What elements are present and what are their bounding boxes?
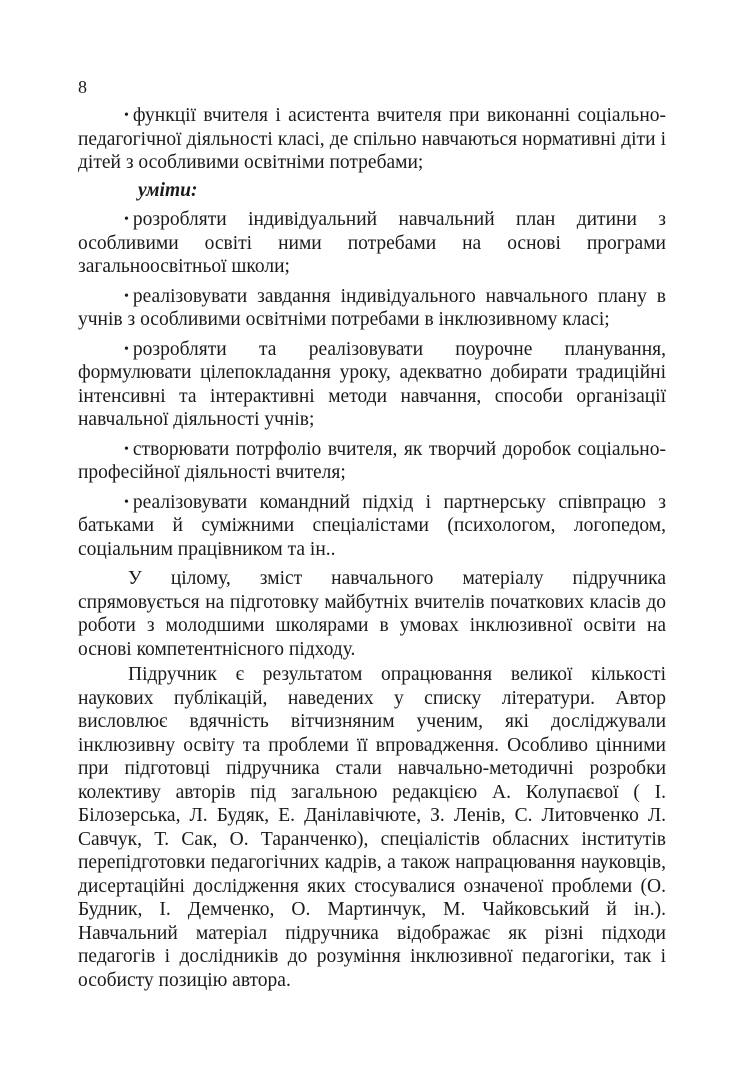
bullet-item: [78, 338, 666, 432]
page-number: 8: [78, 77, 87, 97]
bullet-icon: •: [124, 288, 129, 304]
bullet-icon: •: [124, 108, 129, 123]
bullet-text: реалізовувати завдання індивідуального навчального плану в учнів з особливими освітніми потребами в інклюзивному класі;: [78, 285, 666, 330]
bullet-text: функції вчителя і асистента вчителя при виконанні соціально-педагогічної діяльності класі, де спільно навчаються нормативні діти і дітей з особливими освітніми потребами;: [78, 105, 666, 173]
paragraph-acknowledgements: Підручник є результатом опрацювання великої кількості наукових публікацій, наведених у списку літератури. Автор висловлює вдячність вітчизняним ученим, які досліджували інклюзивну освіту та проблеми її впровадження. Особливо цінними при підготовці підручника стали навчально-методичні розробки колективу авторів під загальною редакцією А. Колупаєвої ( І. Білозерська, Л. Будяк, Е. Данілавічюте, З. Ленів, С. Литовченко Л. Савчук, Т. Сак, О. Таранченко), спеціалістів обласних інститутів перепідготовки педагогічних кадрів, а також напрацювання науковців, дисертаційні дослідження яких стосувалися означеної проблеми (О. Будник, І. Демченко, О. Мартинчук, М. Чайковський й ін.). Навчальний матеріал підручника відображає як різні підходи педагогів і дослідників до розуміння інклюзивної педагогіки, так і особисту позицію автора.: [78, 664, 666, 991]
bullet-item: [78, 104, 666, 175]
body-text: [78, 104, 666, 994]
bullet-text: створювати потрфоліо вчителя, як творчий доробок соціально-професійної діяльності вчителя;: [78, 438, 666, 483]
bullet-icon: •: [124, 212, 129, 227]
paragraph-summary: У цілому, зміст навчального матеріалу підручника спрямовується на підготовку майбутніх вчителів початкових класів до роботи з молодшими школярами в умовах інклюзивної освіти на основі компетентнісного підходу.: [78, 568, 666, 660]
bullet-text: розробляти та реалізовувати поурочне планування, формулювати цілепокладання уроку, адекватно добирати традиційні інтенсивні та інтерактивні методи навчання, способи організації навчальної діяльності учнів;: [78, 338, 666, 430]
bullet-item: [78, 491, 666, 562]
bullet-icon: •: [124, 341, 129, 357]
bullet-item: [78, 438, 666, 485]
bullet-icon: •: [124, 441, 129, 457]
bullet-text: реалізовувати командний підхід і партнерську співпрацю з батьками й суміжними спеціалістами (психологом, логопедом, соціальним працівником та ін..: [78, 491, 666, 560]
bullet-item: [78, 208, 666, 279]
bullet-text: розробляти індивідуальний навчальний план дитини з особливими освіті ними потребами на основі програми загальноосвітньої школи;: [78, 209, 666, 277]
bullet-item: [78, 285, 666, 332]
bullet-icon: •: [124, 494, 129, 510]
section-heading: уміти:: [138, 179, 198, 201]
